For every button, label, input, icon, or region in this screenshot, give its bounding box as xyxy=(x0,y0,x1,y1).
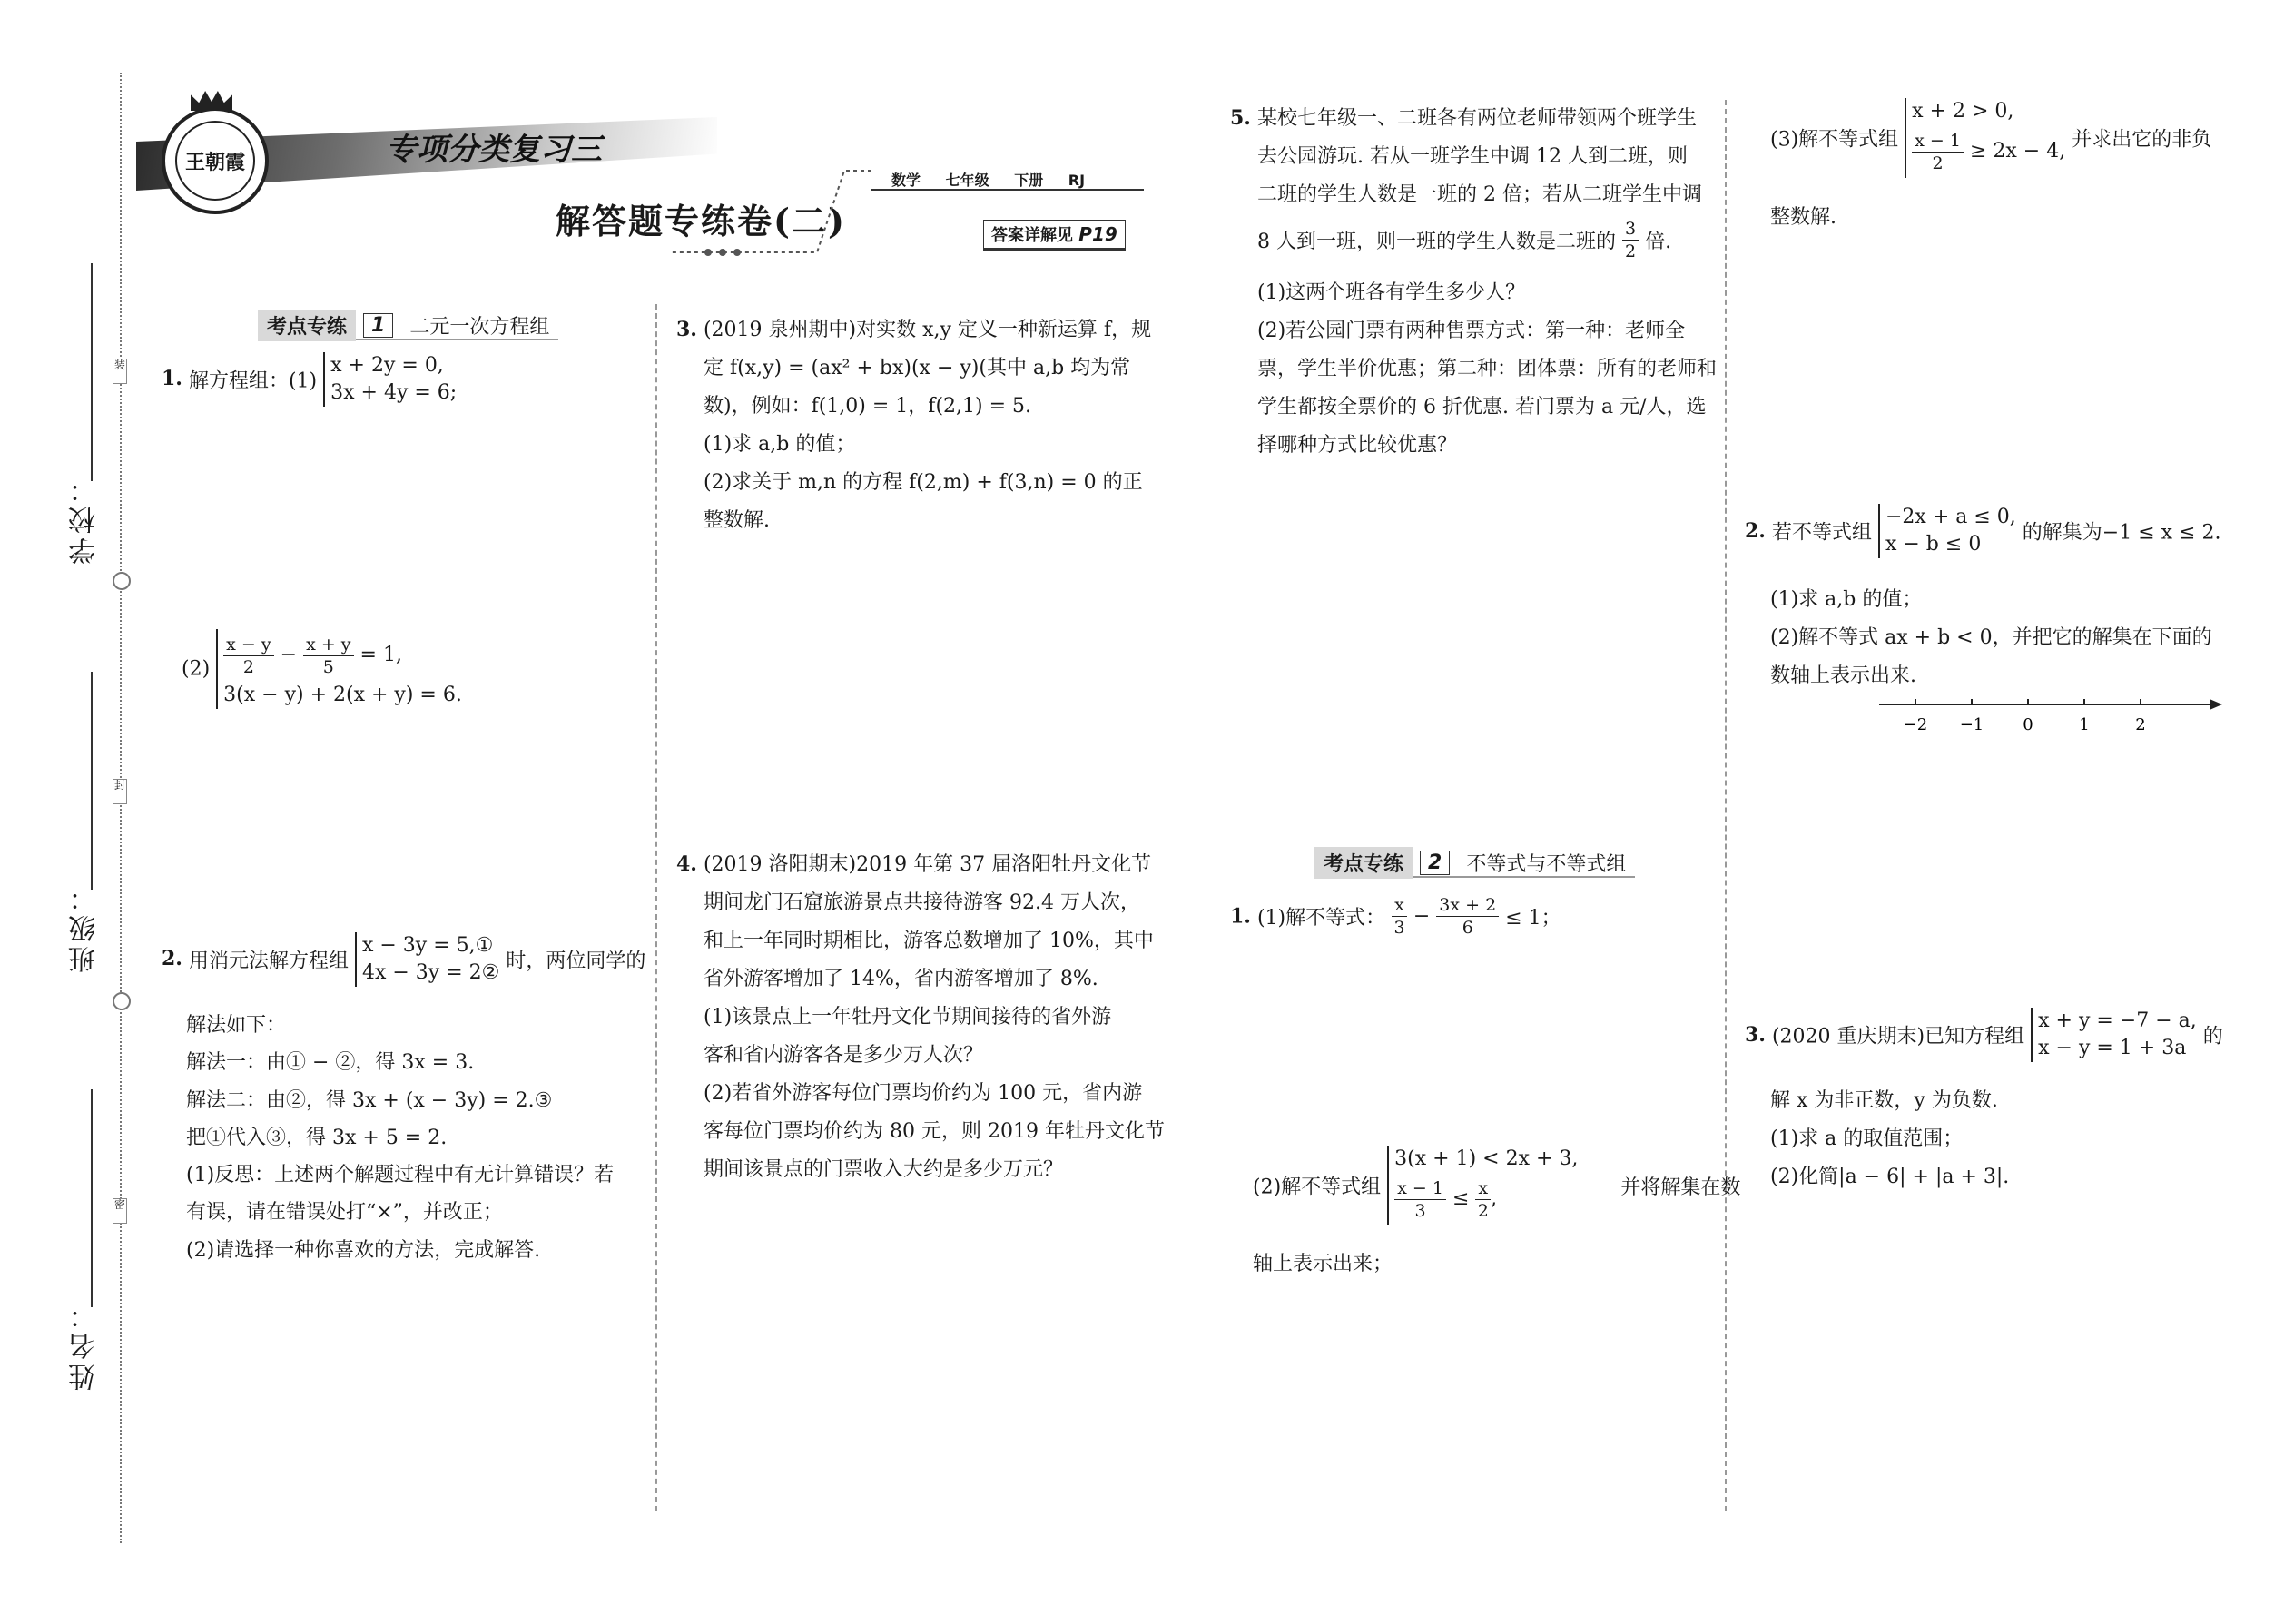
c1-q2-line: 解法如下： xyxy=(186,1014,287,1037)
logo-crown-icon xyxy=(191,91,232,111)
question-text: 的 xyxy=(2202,1025,2223,1048)
fraction xyxy=(1475,1177,1491,1222)
denominator: 3 xyxy=(1393,918,1405,938)
operator: − xyxy=(280,644,298,666)
answer-ref-page: P19 xyxy=(1078,223,1117,245)
number-line-tick-label: 1 xyxy=(2079,715,2090,734)
question-text: 并将解集在数 xyxy=(1620,1176,1741,1199)
meta-bar xyxy=(871,169,1144,191)
binding-box-2: 封 xyxy=(113,779,127,804)
inequality: 3(x + 1) < 2x + 3, xyxy=(1394,1147,1579,1170)
denominator: 3 xyxy=(1414,1200,1426,1221)
fraction xyxy=(1622,218,1639,262)
c3-q5-line: 去公园游玩. 若从一班学生中调 12 人到二班，则 xyxy=(1257,145,1688,168)
logo-inner-ring xyxy=(175,121,255,201)
c2-q3-line: (1)求 a,b 的值； xyxy=(704,433,856,456)
c3-q5-line: 二班的学生人数是一班的 2 倍；若从二班学生中调 xyxy=(1257,183,1702,206)
meta-term: 下册 xyxy=(1014,172,1044,189)
binding-box-3: 密 xyxy=(113,1198,127,1224)
binding-seal-icon xyxy=(113,992,131,1010)
inequality-system xyxy=(1905,98,2065,178)
question-text: 解方程组：(1) xyxy=(188,369,318,393)
c1-q2-line: 解法二：由②，得 3x + (x − 3y) = 2.③ xyxy=(186,1089,553,1112)
school-underline xyxy=(91,263,93,481)
c1-q2 xyxy=(162,932,645,987)
c4-q3-line: (1)求 a 的取值范围； xyxy=(1770,1127,1964,1150)
c4-q2-line: (1)求 a,b 的值； xyxy=(1770,588,1923,611)
numerator: x xyxy=(1475,1177,1491,1200)
c4-q3-line: (2)化简|a − 6| + |a + 3|. xyxy=(1770,1166,2010,1188)
c2-q4-line: 客每位门票均价约为 80 元，则 2019 年牡丹文化节 xyxy=(704,1120,1165,1143)
c4-q3-line: 解 x 为非正数，y 为负数. xyxy=(1770,1089,1998,1112)
class-underline xyxy=(91,672,93,890)
c2-q3-line xyxy=(676,314,1151,342)
series-title: 专项分类复习三 xyxy=(386,132,602,168)
fraction xyxy=(1912,130,1964,174)
column-separator xyxy=(1725,100,1727,1511)
number-line-arrow-icon xyxy=(2210,699,2222,710)
question-text: 8 人到一班，则一班的学生人数是二班的 xyxy=(1257,231,1616,253)
fraction xyxy=(1394,1177,1446,1222)
c3-q1 xyxy=(1230,894,1561,939)
inequality-rest: ≥ 2x − 4, xyxy=(1969,140,2066,162)
denominator: 2 xyxy=(1477,1200,1489,1221)
section-tag-number: 1 xyxy=(363,313,393,338)
numerator: 3x + 2 xyxy=(1436,894,1499,917)
equation: x − y = 1 + 3a xyxy=(2038,1037,2187,1059)
part-label: (2) xyxy=(182,657,211,681)
c2-q4-line xyxy=(676,849,1151,877)
equation: x + y = −7 − a, xyxy=(2038,1009,2197,1032)
equation-system xyxy=(2031,1008,2197,1062)
part-label: (2)解不等式组 xyxy=(1253,1176,1382,1199)
c3-q5-line: (2)若公园门票有两种售票方式：第一种：老师全 xyxy=(1257,320,1686,342)
section-tag-1 xyxy=(258,311,558,340)
question-text: 若不等式组 xyxy=(1771,521,1872,545)
operator: − xyxy=(1413,905,1431,928)
equation: 3x + 4y = 6; xyxy=(330,381,458,404)
c4-q2-line: (2)解不等式 ax + b < 0，并把它的解集在下面的 xyxy=(1770,626,2212,649)
school-label: 学校： xyxy=(69,472,101,565)
c3-q1-part2 xyxy=(1253,1146,1740,1225)
answer-ref-box xyxy=(983,220,1126,251)
c4-q3 xyxy=(1745,1008,2223,1062)
denominator: 2 xyxy=(1625,241,1637,261)
inequality xyxy=(1394,1173,1578,1225)
binding-seal-icon xyxy=(113,572,131,590)
c2-q4-line: 客和省内游客各是多少万人次？ xyxy=(704,1044,984,1067)
operator: ≤ xyxy=(1452,1187,1470,1210)
c3-q5-line: 择哪种方式比较优惠？ xyxy=(1257,434,1458,457)
question-text: 的解集为−1 ≤ x ≤ 2. xyxy=(2022,521,2221,545)
answer-ref-text: 答案详解见 xyxy=(991,226,1073,245)
fraction xyxy=(1436,894,1499,939)
fraction xyxy=(303,634,353,678)
class-label: 班级： xyxy=(69,881,101,973)
number-line xyxy=(1879,690,2224,744)
question-text: (2019 泉州期中)对实数 x,y 定义一种新运算 f，规 xyxy=(703,319,1152,341)
section-tag-label: 考点专练 xyxy=(258,310,356,341)
c2-q4-line: (1)该景点上一年牡丹文化节期间接待的省外游 xyxy=(704,1006,1112,1029)
equation-system xyxy=(216,629,462,709)
question-number: 4. xyxy=(676,852,697,876)
c1-q2-line: 把①代入③，得 3x + 5 = 2. xyxy=(186,1127,448,1149)
c3-q5-line: 票，学生半价优惠；第二种：团体票：所有的老师和 xyxy=(1257,358,1718,380)
inequality: x − b ≤ 0 xyxy=(1885,533,1982,556)
section-tag-label: 考点专练 xyxy=(1314,847,1413,879)
part-label: (3)解不等式组 xyxy=(1770,128,1899,152)
equation-system xyxy=(323,352,457,407)
c2-q3-line: 定 f(x,y) = (ax² + bx)(x − y)(其中 a,b 均为常 xyxy=(704,357,1131,379)
section-tag-title: 不等式与不等式组 xyxy=(1466,852,1627,876)
c3-q5-line xyxy=(1230,103,1697,131)
numerator: x − 1 xyxy=(1912,130,1964,153)
c1-q1 xyxy=(162,352,457,407)
number-line-tick-label: −1 xyxy=(1959,715,1984,734)
section-tag-number: 2 xyxy=(1420,851,1450,875)
question-text: 时，两位同学的 xyxy=(506,950,646,973)
c1-q1-part2 xyxy=(182,629,462,709)
inequality: −2x + a ≤ 0, xyxy=(1885,506,2016,528)
header-connector-line xyxy=(672,169,890,260)
equation-system xyxy=(355,932,499,987)
numerator: 3 xyxy=(1622,218,1639,241)
c2-q4-line: 期间龙门石窟旅游景点共接待游客 92.4 万人次， xyxy=(704,891,1140,914)
c4-q2-line: 数轴上表示出来. xyxy=(1770,664,1916,687)
denominator: 6 xyxy=(1462,918,1473,938)
equation: x − 3y = 5,① xyxy=(361,934,494,957)
question-text: 某校七年级一、二班各有两位老师带领两个班学生 xyxy=(1256,107,1697,130)
logo-text: 王朝霞 xyxy=(184,150,245,174)
equation: 3(x − y) + 2(x + y) = 6. xyxy=(223,684,462,706)
numerator: x + y xyxy=(303,634,353,656)
question-number: 2. xyxy=(1745,519,1766,543)
meta-edition: RJ xyxy=(1068,172,1086,189)
c3-q5-line: 学生都按全票价的 6 折优惠. 若门票为 a 元/人，选 xyxy=(1257,396,1707,418)
paper-title: 解答题专练卷(二) xyxy=(556,201,846,241)
c3-q1-line: 轴上表示出来； xyxy=(1253,1253,1393,1275)
question-text: (2020 重庆期末)已知方程组 xyxy=(1771,1025,2025,1048)
equation: x + 2y = 0, xyxy=(330,354,444,377)
denominator: 2 xyxy=(242,656,254,677)
c1-q2-line: 有误，请在错误处打“×”，并改正； xyxy=(186,1201,503,1224)
numerator: x − y xyxy=(223,634,273,656)
binding-dotted-line xyxy=(120,73,122,1543)
inequality xyxy=(1912,125,2065,178)
equation-rest: = 1, xyxy=(359,644,402,666)
numerator: x xyxy=(1392,894,1407,917)
inequality-system xyxy=(1878,504,2016,558)
section-tag-2 xyxy=(1314,849,1635,878)
question-number: 1. xyxy=(1230,904,1251,929)
inequality: x + 2 > 0, xyxy=(1912,100,2014,123)
question-number: 5. xyxy=(1230,106,1251,130)
number-line-tick-label: −2 xyxy=(1903,715,1928,734)
c2-q4-line: 期间该景点的门票收入大约是多少万元？ xyxy=(704,1158,1064,1181)
question-text: 并求出它的非负 xyxy=(2072,128,2212,152)
c1-q2-line: (2)请选择一种你喜欢的方法，完成解答. xyxy=(186,1239,541,1262)
question-number: 3. xyxy=(676,318,697,341)
number-line-tick-label: 2 xyxy=(2135,715,2146,734)
name-underline xyxy=(91,1089,93,1307)
c4-q2 xyxy=(1745,504,2220,558)
binding-box-1: 装 xyxy=(113,359,127,384)
c2-q4-line: 和上一年同时期相比，游客总数增加了 10%，其中 xyxy=(704,930,1154,952)
question-number: 3. xyxy=(1745,1023,1766,1047)
c3-q5-line: (1)这两个班各有学生多少人？ xyxy=(1257,281,1526,304)
logo xyxy=(162,107,269,214)
section-tag-title: 二元一次方程组 xyxy=(409,315,550,339)
c1-q2-line: 解法一：由① − ②，得 3x = 3. xyxy=(186,1051,475,1074)
question-text: 用消元法解方程组 xyxy=(188,950,349,973)
question-text: (2019 洛阳期末)2019 年第 37 届洛阳牡丹文化节 xyxy=(703,853,1152,876)
c4-q1-line: 整数解. xyxy=(1770,206,1836,229)
equation xyxy=(223,629,462,682)
numerator: x − 1 xyxy=(1394,1177,1446,1200)
question-text: (1)解不等式： xyxy=(1256,907,1386,930)
question-text: 倍. xyxy=(1645,231,1672,253)
c2-q3-line: 整数解. xyxy=(704,509,770,532)
fraction xyxy=(223,634,273,678)
punctuation: , xyxy=(1491,1187,1498,1210)
c2-q3-line: 数)，例如：f(1,0) = 1，f(2,1) = 5. xyxy=(704,395,1032,418)
question-number: 1. xyxy=(162,367,182,390)
inequality-system xyxy=(1387,1146,1578,1225)
c1-q2-line: (1)反思：上述两个解题过程中有无计算错误？若 xyxy=(186,1164,615,1186)
c2-q3-line: (2)求关于 m,n 的方程 f(2,m) + f(3,n) = 0 的正 xyxy=(704,471,1143,494)
inequality-rest: ≤ 1； xyxy=(1505,907,1561,930)
number-line-tick-label: 0 xyxy=(2023,715,2033,734)
c2-q4-line: 省外游客增加了 14%，省内游客增加了 8%. xyxy=(704,968,1098,990)
meta-subject: 数学 xyxy=(891,172,921,189)
question-number: 2. xyxy=(162,947,182,970)
c2-q4-line: (2)若省外游客每位门票均价约为 100 元，省内游 xyxy=(704,1082,1143,1105)
name-label: 姓名： xyxy=(69,1298,101,1391)
fraction xyxy=(1392,894,1407,939)
c4-q1-part3 xyxy=(1770,98,2211,178)
equation: 4x − 3y = 2② xyxy=(361,961,500,984)
c3-q5-line xyxy=(1257,218,1671,262)
denominator: 2 xyxy=(1932,153,1944,173)
column-separator xyxy=(655,304,657,1511)
denominator: 5 xyxy=(322,656,334,677)
meta-grade: 七年级 xyxy=(945,172,989,189)
